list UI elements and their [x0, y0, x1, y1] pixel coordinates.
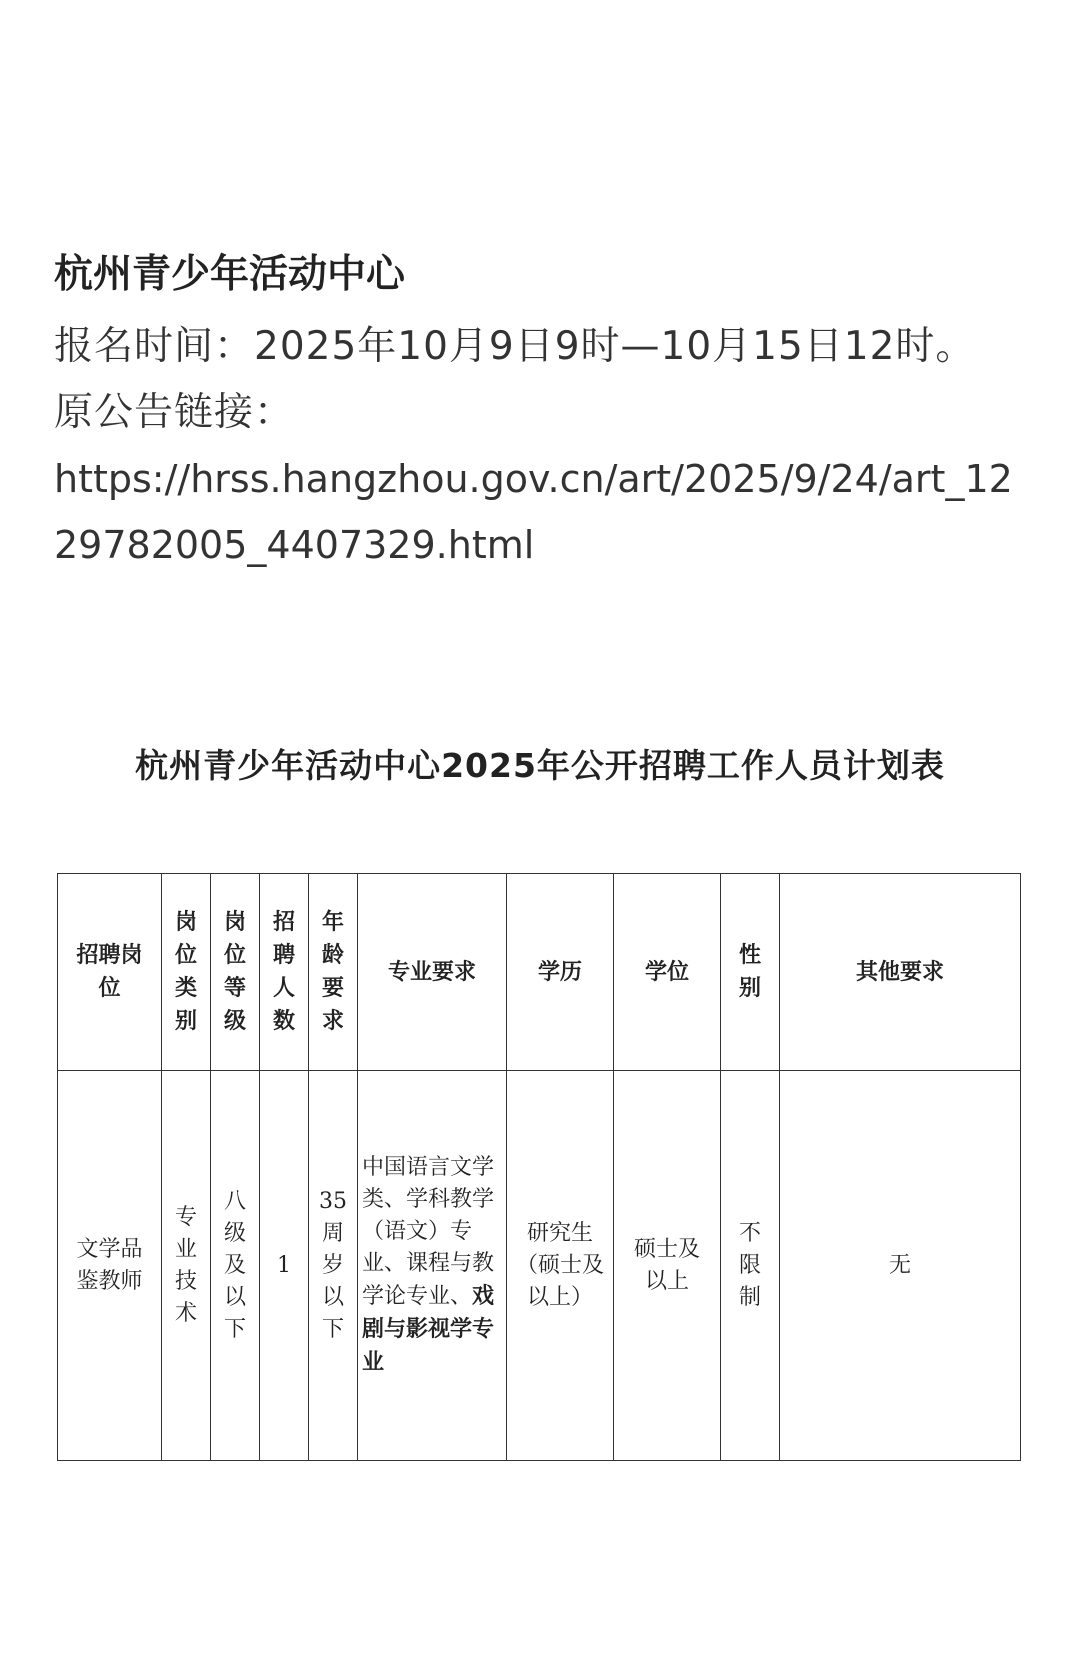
major-bold: 戏剧与影视学专业	[362, 1283, 495, 1375]
cell-level: 八级及以下	[211, 1071, 260, 1461]
header-level: 岗位等级	[211, 874, 260, 1071]
cell-category: 专业技术	[162, 1071, 211, 1461]
header-education: 学历	[507, 874, 614, 1071]
header-category: 岗位类别	[162, 874, 211, 1071]
cell-count: 1	[260, 1071, 309, 1461]
org-title: 杭州青少年活动中心	[54, 252, 406, 297]
registration-time: 报名时间：2025年10月9日9时—10月15日12时。	[54, 324, 976, 369]
age-text: 周岁以下	[321, 1220, 344, 1342]
cell-gender: 不限制	[721, 1071, 780, 1461]
cell-degree: 硕士及以上	[614, 1071, 721, 1461]
cell-major	[358, 1071, 507, 1461]
table-row	[58, 1071, 1021, 1461]
link-label: 原公告链接：	[54, 390, 295, 435]
header-other: 其他要求	[780, 874, 1021, 1071]
age-number: 35	[319, 1188, 347, 1214]
table-header-row	[58, 874, 1021, 1071]
header-position: 招聘岗位	[58, 874, 162, 1071]
header-count: 招聘人数	[260, 874, 309, 1071]
header-age: 年龄要求	[309, 874, 358, 1071]
cell-other: 无	[780, 1071, 1021, 1461]
article-body	[54, 246, 1034, 578]
announcement-link[interactable]: https://hrss.hangzhou.gov.cn/art/2025/9/24/art_1229782005_4407329.html	[54, 457, 1013, 567]
header-major: 专业要求	[358, 874, 507, 1071]
cell-age	[309, 1071, 358, 1461]
recruitment-plan-table	[57, 873, 1021, 1461]
major-regular: 中国语言文学类、学科教学（语文）专业、课程与教学论专业、	[362, 1155, 495, 1309]
header-degree: 学位	[614, 874, 721, 1071]
table-title: 杭州青少年活动中心2025年公开招聘工作人员计划表	[135, 746, 945, 785]
cell-education: 研究生（硕士及以上）	[507, 1071, 614, 1461]
cell-position: 文学品鉴教师	[58, 1071, 162, 1461]
header-gender: 性别	[721, 874, 780, 1071]
